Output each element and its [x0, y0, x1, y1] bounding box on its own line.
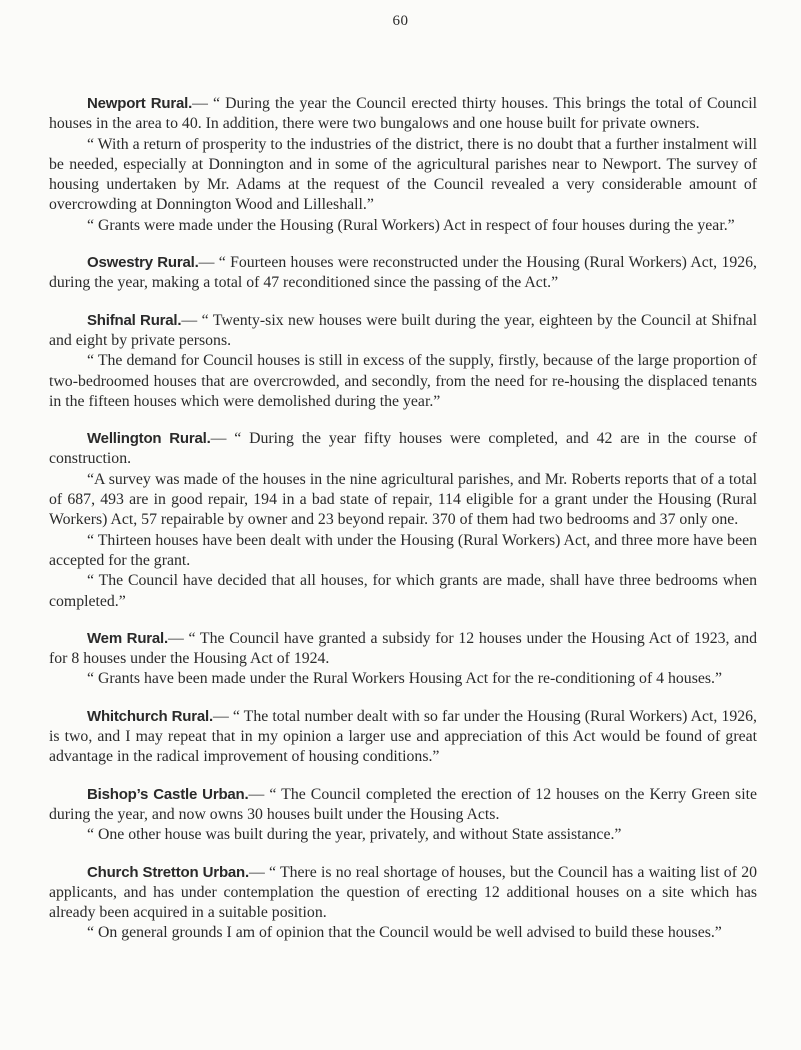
paragraph: “ Grants have been made under the Rural Workers Housing Act for the re-conditioning of 4 houses.”: [87, 670, 722, 688]
section-heading: Shifnal Rural.: [87, 311, 182, 329]
section-heading: Wem Rural.: [87, 629, 168, 647]
section-newport-rural: [49, 94, 757, 236]
section-bishops-castle-urban: [49, 785, 757, 846]
section-heading: Church Stretton Urban.: [87, 863, 249, 881]
section-heading: Oswestry Rural.: [87, 254, 199, 272]
paragraph: “ On general grounds I am of opinion that the Council would be well advised to build these houses.”: [87, 924, 722, 942]
section-whitchurch-rural: [49, 707, 757, 768]
page-number: 60: [392, 13, 409, 29]
section-heading: Newport Rural.: [87, 95, 193, 112]
paragraph: “ One other house was built during the year, privately, and without State assistance.”: [87, 826, 622, 844]
paragraph: Oswestry Rural.— “ Fourteen houses were reconstructed under the Housing (Rural Workers) Act, 1926, during the year, making a total of 47 reconditioned since the passing of the Act.”: [49, 254, 757, 292]
paragraph: Bishop’s Castle Urban.— “ The Council completed the erection of 12 houses on the Kerry Green site during the year, and now owns 30 houses built under the Housing Acts.: [49, 785, 757, 823]
section-church-stretton-urban: [49, 863, 757, 944]
paragraph: Wem Rural.— “ The Council have granted a subsidy for 12 houses under the Housing Act of 1923, and for 8 houses under the Housing Act of 1924.: [49, 629, 757, 668]
section-heading: Bishop’s Castle Urban.: [87, 785, 249, 803]
paragraph: “ Grants were made under the Housing (Rural Workers) Act in respect of four houses during the year.”: [87, 216, 735, 234]
section-heading: Whitchurch Rural.: [87, 707, 213, 725]
paragraph: “ The demand for Council houses is still in excess of the supply, firstly, because of the large proportion of two-bedroomed houses that are overcrowded, and secondly, from the need for re-housing the displaced tenants in the fifteen houses which were demolished during the year.”: [49, 352, 757, 410]
paragraph: Church Stretton Urban.— “ There is no real shortage of houses, but the Council has a waiting list of 20 applicants, and has under contemplation the question of erecting 12 additional houses on a site which has already been acquired in a suitable position.: [49, 863, 757, 922]
paragraph: Newport Rural.— “ During the year the Council erected thirty houses. This brings the total of Council houses in the area to 40. In addition, there were two bungalows and one house built for private owners.: [49, 95, 757, 133]
section-shifnal-rural: [49, 311, 757, 412]
paragraph: “A survey was made of the houses in the nine agricultural parishes, and Mr. Roberts reports that of a total of 687, 493 are in good repair, 194 in a bad state of repair, 114 eligible for a grant under the Housing (Rural Workers) Act, 57 repairable by owner and 23 beyond repair. 370 of them had two bedrooms and 37 only one.: [49, 470, 757, 529]
section-heading: Wellington Rural.: [87, 430, 211, 448]
section-wellington-rural: [49, 429, 757, 612]
paragraph: “ With a return of prosperity to the industries of the district, there is no doubt that a further instalment will be needed, especially at Donnington and in some of the agricultural parishes near to Newport. The survey of housing undertaken by Mr. Adams at the request of the Council revealed a very considerable amount of overcrowding at Donnington Wood and Lilleshall.”: [49, 135, 757, 214]
paragraph: Whitchurch Rural.— “ The total number dealt with so far under the Housing (Rural Workers) Act, 1926, is two, and I may repeat that in my opinion a larger use and appreciation of this Act would be found of great advantage in the radical improvement of housing conditions.”: [49, 707, 757, 766]
document-body: [49, 94, 757, 944]
section-oswestry-rural: [49, 253, 757, 294]
paragraph: “ The Council have decided that all houses, for which grants are made, shall have three bedrooms when completed.”: [49, 572, 757, 610]
paragraph: Shifnal Rural.— “ Twenty-six new houses were built during the year, eighteen by the Council at Shifnal and eight by private persons.: [49, 311, 757, 349]
section-wem-rural: [49, 629, 757, 690]
paragraph: “ Thirteen houses have been dealt with under the Housing (Rural Workers) Act, and three more have been accepted for the grant.: [49, 531, 757, 569]
paragraph: Wellington Rural.— “ During the year fifty houses were completed, and 42 are in the course of construction.: [49, 430, 758, 468]
